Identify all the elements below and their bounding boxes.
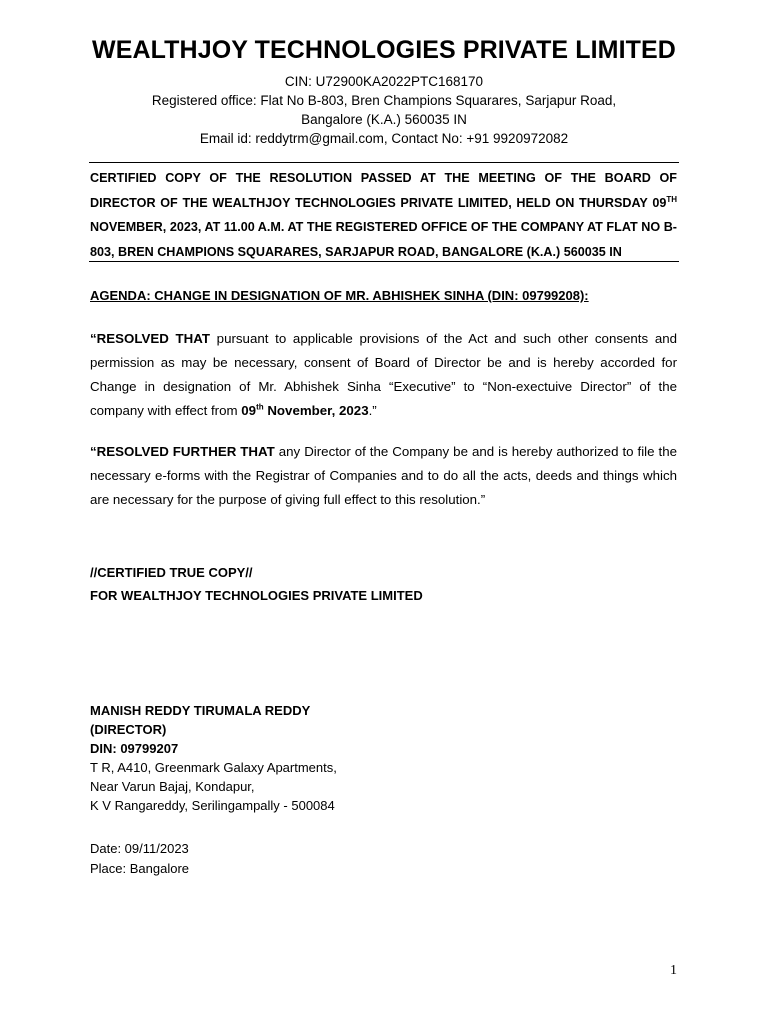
resolution-1-end: .” xyxy=(368,403,377,418)
resolution-1-date-day: 09 xyxy=(241,403,257,418)
address-line-1: Registered office: Flat No B-803, Bren Champions Squarares, Sarjapur Road, xyxy=(151,93,617,108)
resolution-1-lead: “RESOLVED THAT xyxy=(90,331,210,346)
resolution-1-date xyxy=(241,403,368,418)
date-line: Date: 09/11/2023 xyxy=(90,841,189,856)
place-line: Place: Bangalore xyxy=(90,861,190,876)
certified-heading xyxy=(90,166,677,264)
resolution-paragraph-1 xyxy=(90,327,677,423)
certified-heading-superscript: TH xyxy=(666,194,677,204)
signatory-din: DIN: 09799207 xyxy=(90,741,179,756)
certified-heading-part1: CERTIFIED COPY OF THE RESOLUTION PASSED AT THE MEETING OF THE BOARD OF DIRECTOR OF THE WEALTHJOY TECHNOLOGIES PRIVATE LIMITED, HELD ON THURSDAY 09 xyxy=(90,171,677,210)
signatory-address-2: Near Varun Bajaj, Kondapur, xyxy=(90,779,255,794)
resolution-paragraph-2 xyxy=(90,440,677,512)
divider-top xyxy=(89,162,679,163)
address-line-2: Bangalore (K.A.) 560035 IN xyxy=(301,112,467,127)
resolution-1-date-superscript: th xyxy=(256,402,264,412)
for-company: FOR WEALTHJOY TECHNOLOGIES PRIVATE LIMITED xyxy=(90,588,423,603)
resolution-2-lead: “RESOLVED FURTHER THAT xyxy=(90,444,275,459)
certification-block xyxy=(90,561,423,607)
certified-heading-part2: NOVEMBER, 2023, AT 11.00 A.M. AT THE REGISTERED OFFICE OF THE COMPANY AT FLAT NO B-803, BREN CHAMPIONS SQUARARES, SARJAPUR ROAD, BANGALORE (K.A.) 560035 IN xyxy=(90,220,677,259)
resolution-1-date-rest: November, 2023 xyxy=(263,403,369,418)
cin-line: CIN: U72900KA2022PTC168170 xyxy=(284,74,484,89)
resolution-2-text: any Director of the Company be and is hereby authorized to file the necessary e-forms with the Registrar of Companies and to do all the acts, deeds and things which are necessary for the purpose of giving full effect to this resolution.” xyxy=(90,444,677,507)
page-number: 1 xyxy=(670,963,677,978)
divider-bottom xyxy=(89,261,679,262)
certified-true-copy: //CERTIFIED TRUE COPY// xyxy=(90,565,253,580)
signatory-address-1: T R, A410, Greenmark Galaxy Apartments, xyxy=(90,760,337,775)
signatory-name: MANISH REDDY TIRUMALA REDDY xyxy=(90,703,311,718)
company-name: WEALTHJOY TECHNOLOGIES PRIVATE LIMITED xyxy=(92,36,676,64)
signatory-designation: (DIRECTOR) xyxy=(90,722,167,737)
agenda-heading: AGENDA: CHANGE IN DESIGNATION OF MR. ABHISHEK SINHA (DIN: 09799208): xyxy=(90,288,589,303)
signatory-address-3: K V Rangareddy, Serilingampally - 500084 xyxy=(90,798,335,813)
date-place-block xyxy=(90,839,189,879)
contact-line: Email id: reddytrm@gmail.com, Contact No: +91 9920972082 xyxy=(199,131,569,146)
resolution-1-text: pursuant to applicable provisions of the Act and such other consents and permission as may be necessary, consent of Board of Director be and is hereby accorded for Change in designation of Mr. Abhishek Sinha “Executive” to “Non-exectuive Director” of the company with effect from xyxy=(90,331,678,418)
signatory-block xyxy=(90,701,337,815)
